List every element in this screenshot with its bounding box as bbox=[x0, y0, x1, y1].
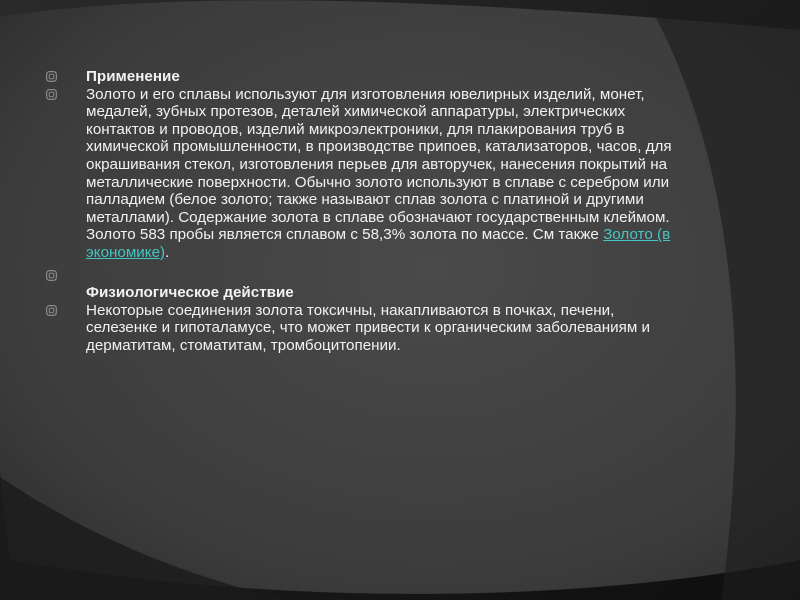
gold-economy-link[interactable]: Золото (в экономике) bbox=[86, 226, 671, 261]
list-item-application-text bbox=[46, 86, 686, 262]
bullet-icon bbox=[46, 71, 57, 82]
physiology-paragraph: Некоторые соединения золота токсичны, накапливаются в почках, печени, селезенке и гипоталамусе, что может привести к органическим заболеваниям и дерматитам, стоматитам, тромбоцитопении. bbox=[86, 301, 650, 354]
after-link-punctuation: . bbox=[165, 243, 170, 261]
list-item-application-heading bbox=[46, 68, 686, 86]
list-item-empty bbox=[46, 267, 686, 285]
bullet-icon bbox=[46, 270, 57, 281]
bullet-icon bbox=[46, 305, 57, 316]
section-heading-application: Применение bbox=[86, 68, 180, 85]
application-text: Золото и его сплавы используют для изготовления ювелирных изделий, монет, медалей, зубных протезов, деталей химической аппаратуры, электрических контактов и проводов, изделий микроэлектроники, для плакирования труб в химической промышленности, в производстве припоев, катализаторов, часов, для окрашивания стекол, изготовления перьев для авторучек, нанесения покрытий на металлические поверхности. Обычно золото используют в сплаве с серебром или палладием (белое золото; также называют сплав золота с платиной и другими металлами). Содержание золота в сплаве обозначают государственным клеймом. Золото 583 пробы является сплавом с 58,3% золота по массе. См также bbox=[86, 85, 672, 244]
application-paragraph bbox=[86, 86, 686, 262]
physiology-heading-line bbox=[46, 284, 686, 302]
bullet-icon bbox=[46, 89, 57, 100]
slide-text-body bbox=[46, 68, 686, 355]
section-heading-physiology: Физиологическое действие bbox=[86, 284, 294, 302]
list-item-physiology-text bbox=[46, 302, 686, 355]
